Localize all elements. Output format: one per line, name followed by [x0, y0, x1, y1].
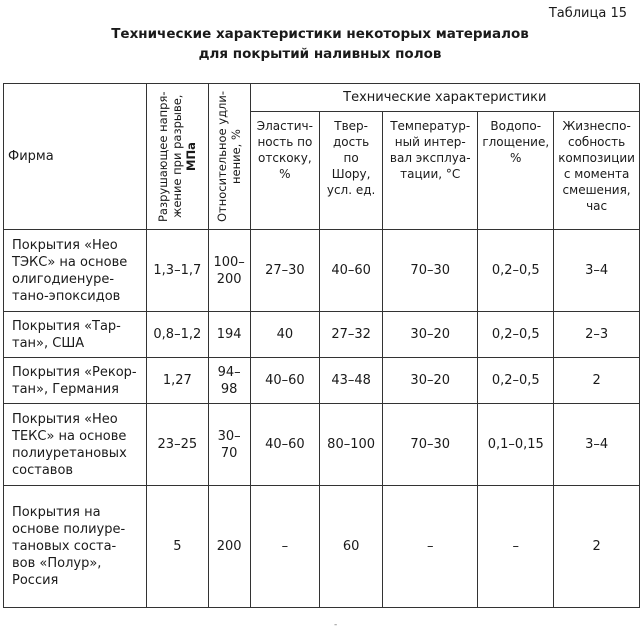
header-line: Температур-: [390, 119, 471, 133]
cell-line: 98: [220, 381, 238, 397]
water-cell: –: [478, 486, 554, 608]
cell-line: 200: [216, 539, 242, 554]
elasticity-cell: 40: [250, 312, 319, 358]
header-line: собность: [567, 135, 626, 149]
header-line: дость по: [332, 135, 370, 165]
firm-cell: [4, 358, 147, 404]
header-line: тации, °С: [400, 167, 461, 181]
hardness-cell: 80–100: [320, 404, 383, 486]
header-line: ность по: [257, 135, 313, 149]
header-group: Технические характеристики: [250, 84, 639, 112]
cell-line: 100–: [213, 254, 245, 270]
header-pot-life: [554, 112, 640, 230]
header-line: усл. ед.: [326, 183, 376, 197]
header-strength: Разрушающее напря- жение при разрыве, МПа: [147, 84, 209, 230]
elasticity-cell: –: [250, 486, 319, 608]
cell-line: тано-эпоксидов: [12, 288, 121, 304]
strength-cell: 5: [147, 486, 209, 608]
firm-cell: [4, 486, 147, 608]
table-row: [4, 358, 640, 404]
title-line-1: Технические характеристики некоторых материалов: [111, 26, 529, 42]
header-line: смешения,: [562, 183, 631, 197]
header-elasticity: [250, 112, 319, 230]
water-cell: 0,2–0,5: [478, 312, 554, 358]
strength-cell: 1,27: [147, 358, 209, 404]
header-line: с момента: [563, 167, 630, 181]
elongation-cell: [208, 358, 250, 404]
cell-line: ТЭКС» на основе: [12, 254, 128, 270]
cell-line: ТЕКС» на основе: [12, 428, 127, 444]
cell-line: Покрытия «Нео: [12, 411, 118, 427]
pot-life-cell: 2: [554, 358, 640, 404]
water-cell: 0,2–0,5: [478, 358, 554, 404]
hardness-cell: 40–60: [320, 230, 383, 312]
cell-line: 94–: [217, 364, 241, 380]
firm-cell: [4, 404, 147, 486]
strength-cell: 1,3–1,7: [147, 230, 209, 312]
pot-life-cell: 2–3: [554, 312, 640, 358]
hardness-cell: 43–48: [320, 358, 383, 404]
cell-line: тановых соста-: [12, 539, 117, 554]
cell-line: Покрытия «Тар-: [12, 318, 121, 334]
elongation-cell: [208, 404, 250, 486]
elasticity-cell: 40–60: [250, 404, 319, 486]
cell-line: 200: [216, 271, 242, 287]
header-line: композиции: [558, 151, 635, 165]
water-cell: 0,2–0,5: [478, 230, 554, 312]
header-line: Твер-: [334, 119, 368, 133]
header-line: %: [510, 151, 522, 165]
pot-life-cell: 2: [554, 486, 640, 608]
temperature-cell: 70–30: [383, 404, 478, 486]
header-line: Водопо-: [490, 119, 542, 133]
cell-line: Покрытия «Нео: [12, 237, 118, 253]
table-row: [4, 486, 640, 608]
cell-line: полиуретановых: [12, 445, 127, 461]
header-temperature: [383, 112, 478, 230]
cell-line: Покрытия «Рекор-: [12, 364, 137, 380]
water-cell: 0,1–0,15: [478, 404, 554, 486]
strength-cell: 23–25: [147, 404, 209, 486]
header-hardness: [320, 112, 383, 230]
strength-cell: 0,8–1,2: [147, 312, 209, 358]
cell-line: тан», Германия: [12, 381, 119, 397]
header-water: [478, 112, 554, 230]
header-line: Шору,: [331, 167, 371, 181]
elasticity-cell: 27–30: [250, 230, 319, 312]
table-number: Таблица 15: [548, 6, 627, 21]
header-line: ный интер-: [394, 135, 466, 149]
temperature-cell: 30–20: [383, 312, 478, 358]
cell-line: олигодиенуре-: [12, 271, 115, 287]
firm-cell: [4, 230, 147, 312]
cell-line: Покрытия на: [12, 505, 101, 520]
cell-line: основе полиуре-: [12, 522, 126, 537]
cell-line: вов «Полур»,: [12, 556, 102, 571]
cell-line: 194: [216, 327, 242, 342]
header-line: глощение,: [482, 135, 550, 149]
header-firm: Фирма: [4, 84, 147, 230]
table-row: [4, 230, 640, 312]
pot-life-cell: 3–4: [554, 404, 640, 486]
elongation-cell: [208, 486, 250, 608]
cell-line: 30–70: [217, 428, 241, 461]
elasticity-cell: 40–60: [250, 358, 319, 404]
header-line: отскоку,: [258, 151, 312, 165]
temperature-cell: 70–30: [383, 230, 478, 312]
spec-table: [3, 83, 640, 608]
table-title: [0, 24, 640, 64]
elongation-cell: [208, 230, 250, 312]
hardness-cell: 60: [320, 486, 383, 608]
table-row: [4, 312, 640, 358]
temperature-cell: –: [383, 486, 478, 608]
header-line: Эластич-: [256, 119, 313, 133]
temperature-cell: 30–20: [383, 358, 478, 404]
cell-line: тан», США: [12, 335, 85, 351]
header-line: вал эксплуа-: [389, 151, 471, 165]
cell-line: составов: [12, 462, 74, 478]
page-mark: -: [334, 620, 338, 630]
header-elongation: Относительное удли- нение, %: [208, 84, 250, 230]
firm-cell: [4, 312, 147, 358]
header-line: Жизнеспо-: [562, 119, 631, 133]
pot-life-cell: 3–4: [554, 230, 640, 312]
header-line: %: [279, 167, 291, 181]
hardness-cell: 27–32: [320, 312, 383, 358]
cell-line: Россия: [12, 573, 59, 588]
title-line-2: для покрытий наливных полов: [198, 46, 442, 62]
table-row: [4, 404, 640, 486]
elongation-cell: [208, 312, 250, 358]
header-line: час: [586, 199, 608, 213]
